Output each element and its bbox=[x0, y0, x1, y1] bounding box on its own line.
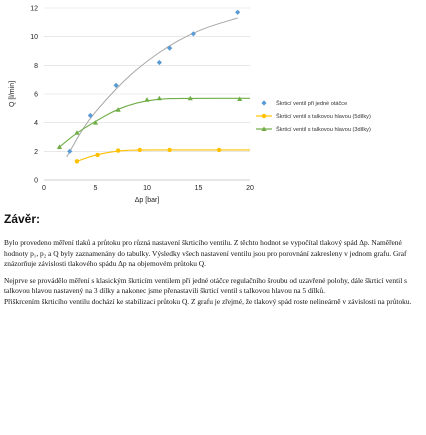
data-point bbox=[75, 159, 79, 163]
data-point bbox=[157, 60, 162, 65]
legend-marker bbox=[261, 100, 266, 105]
x-tick-label: 10 bbox=[143, 185, 151, 192]
data-point bbox=[217, 148, 221, 152]
y-axis-label: Q [l/min] bbox=[9, 80, 16, 108]
chart-marks bbox=[57, 10, 242, 164]
legend-entry: Škrticí ventil při jedné otáčce bbox=[276, 101, 348, 107]
data-point bbox=[157, 96, 162, 101]
data-point bbox=[167, 148, 171, 152]
data-point bbox=[235, 10, 240, 15]
data-point bbox=[116, 148, 120, 152]
x-tick-label: 0 bbox=[42, 185, 46, 192]
data-point bbox=[167, 46, 172, 51]
y-tick-label: 8 bbox=[34, 62, 38, 70]
chart bbox=[0, 0, 426, 210]
legend-entry: Škrticí ventil s talkovou hlavou (5dílky) bbox=[276, 114, 371, 120]
conclusion-heading: Závěr: bbox=[4, 212, 41, 226]
data-point bbox=[95, 153, 99, 157]
x-tick-label: 15 bbox=[194, 185, 203, 192]
y-tick-label: 6 bbox=[34, 91, 38, 99]
legend-marker bbox=[262, 114, 266, 118]
chart-grid bbox=[44, 8, 250, 151]
chart-legend bbox=[256, 100, 371, 133]
data-point bbox=[88, 113, 93, 118]
paragraph: Nejprve se provádělo měření s klasickým škrticím ventilem při jedné otáčce regulačního šroubu od uzavřené polohy, dále škrticí ventil s talkovou hlavou nastavený na 3 dílky a nakonec jsme přenastavili škrticí ventil s talkovou hlavou na 5 dílků. bbox=[4, 275, 408, 296]
conclusion-text bbox=[4, 238, 416, 308]
data-point bbox=[138, 148, 142, 152]
y-tick-label: 2 bbox=[34, 148, 38, 156]
x-tick-label: 20 bbox=[246, 185, 254, 192]
data-point bbox=[67, 149, 72, 154]
x-axis-label: Δp [bar] bbox=[134, 197, 160, 204]
legend-entry: Škrticí ventil s talkovou hlavou (3dílky) bbox=[276, 127, 371, 133]
x-tick-label: 5 bbox=[93, 185, 98, 192]
y-tick-label: 0 bbox=[34, 177, 38, 185]
y-tick-label: 12 bbox=[30, 5, 38, 13]
y-tick-label: 4 bbox=[34, 120, 38, 128]
chart-trendlines bbox=[59, 18, 250, 161]
y-tick-label: 10 bbox=[30, 34, 38, 42]
data-point bbox=[116, 107, 121, 112]
paragraph: Přiškrcením škrticího ventilu dochází ke stabilizaci průtoku Q. Z grafu je zřejmé, že tlakový spád roste nelineárně v závislosti na průtoku. bbox=[4, 296, 412, 306]
data-point bbox=[144, 97, 149, 102]
trendline bbox=[67, 18, 238, 157]
paragraph: Bylo provedeno měření tlaků a průtoku pro různá nastavení škrticího ventilu. Z těchto hodnot se vypočítal tlakový spád Δp. Naměřené hodnoty p₁, p₂ a Q byly zaznamenány do tabulky. Výsledky všech nastavení ventilu jsou pro porovnání zakresleny v jednom grafu. Graf znázorňuje závislosti tlakového spádu Δp na objemovém průtoku Q. bbox=[4, 238, 407, 269]
